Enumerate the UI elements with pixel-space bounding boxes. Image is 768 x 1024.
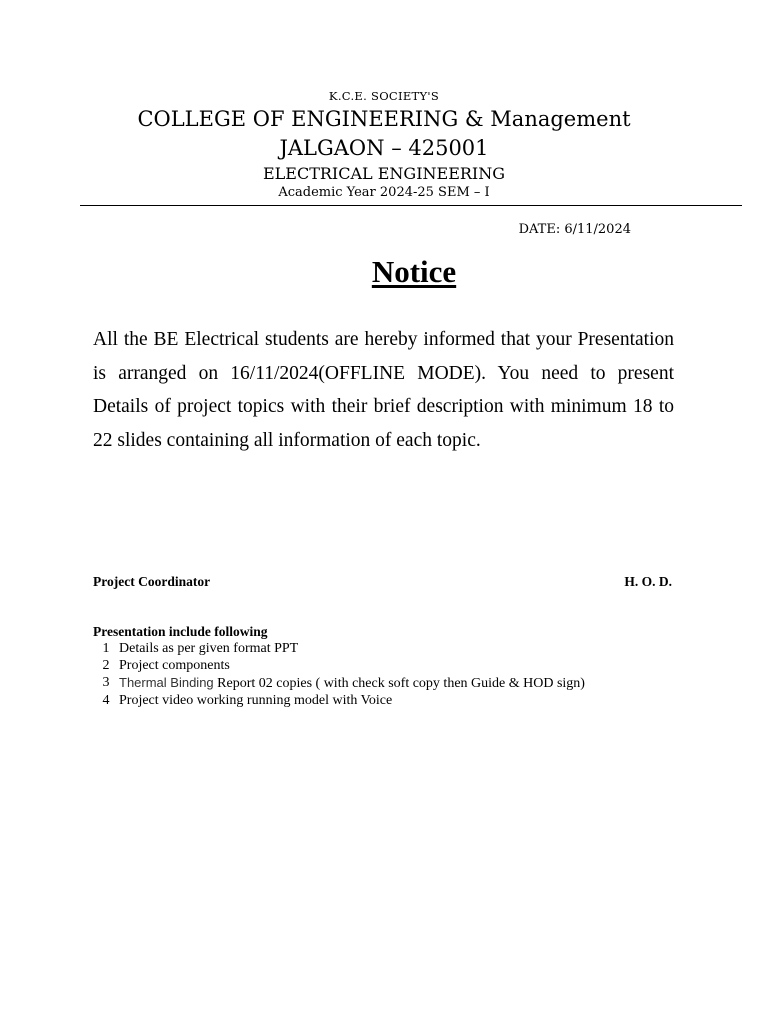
signature-project-coordinator: Project Coordinator <box>93 574 211 589</box>
list-item <box>93 692 713 709</box>
notice-title: Notice <box>371 254 457 289</box>
society-name: K.C.E. SOCIETY'S <box>328 89 440 103</box>
list-item-number: 1 <box>102 641 110 656</box>
presentation-heading: Presentation include following <box>93 624 268 639</box>
list-item-text: Details as per given format PPT <box>119 641 299 656</box>
college-name: COLLEGE OF ENGINEERING & Management <box>137 107 631 131</box>
list-item <box>93 657 713 674</box>
header-divider <box>80 205 742 206</box>
list-item <box>93 640 713 657</box>
college-city: JALGAON – 425001 <box>279 136 489 160</box>
list-item-number: 4 <box>102 693 110 708</box>
list-item-number: 3 <box>102 675 110 690</box>
signature-hod: H. O. D. <box>624 574 672 589</box>
list-item <box>93 674 713 692</box>
list-item-text: Project components <box>119 658 230 673</box>
list-item-prefix: Thermal Binding <box>119 675 214 690</box>
department-name: ELECTRICAL ENGINEERING <box>262 164 506 183</box>
list-item-number: 2 <box>102 658 110 673</box>
list-item-text: Project video working running model with Voice <box>119 693 393 708</box>
list-item-text: Report 02 copies ( with check soft copy then Guide & HOD sign) <box>213 676 585 691</box>
presentation-list <box>93 640 713 709</box>
academic-year: Academic Year 2024-25 SEM – I <box>278 185 490 200</box>
notice-body: All the BE Electrical students are hereby informed that your Presentation is arranged on 16/11/2024(OFFLINE MODE). You need to present Details of project topics with their brief description with minimum 18 to 22 slides containing all information of each topic. <box>93 329 674 451</box>
notice-date: DATE: 6/11/2024 <box>518 222 631 237</box>
